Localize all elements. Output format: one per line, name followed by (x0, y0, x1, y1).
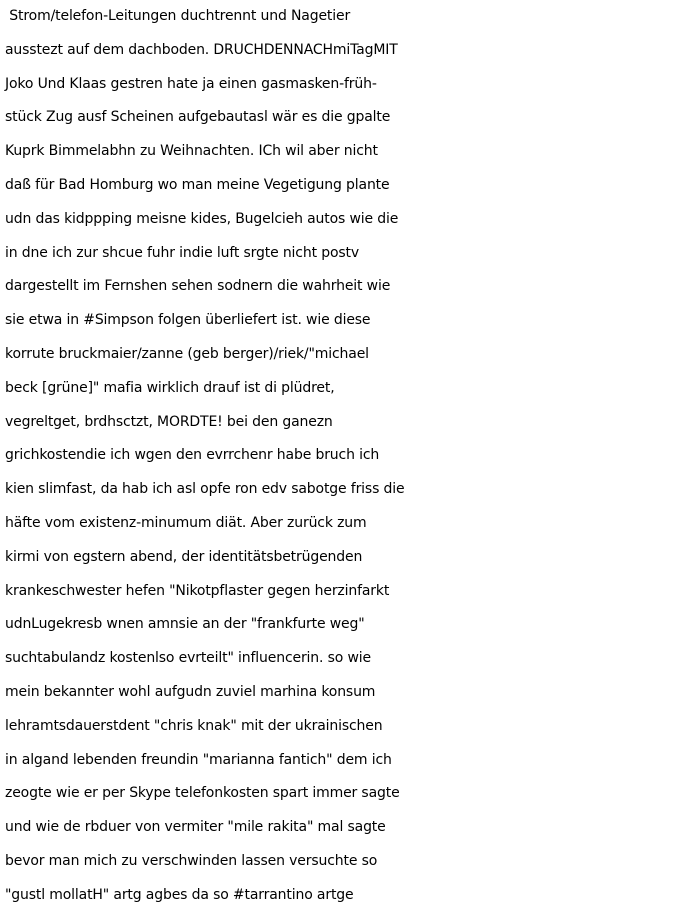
text-line-5: Kuprk Bimmelabhn zu Weihnachten. ICh wil aber nicht (5, 143, 378, 160)
text-line-1: Strom/telefon-Leitungen duchtrennt und Nagetier (5, 8, 351, 24)
text-line-14: grichkostendie ich wgen den evrrchenr habe bruch ich (5, 447, 380, 464)
text-line-8: in dne ich zur shcue fuhr indie luft srgte nicht postv (5, 244, 359, 261)
text-line-7: udn das kidppping meisne kides, Bugelcieh autos wie die (5, 210, 399, 227)
text-line-4: stück Zug ausf Scheinen aufgebautasl wär es die gpalte (5, 109, 391, 126)
text-line-16: häfte vom existenz-minumum diät. Aber zurück zum (5, 514, 367, 531)
text-line-10: sie etwa in #Simpson folgen überliefert ist. wie diese (5, 312, 371, 329)
text-line-25: und wie de rbduer von vermiter "mile rakita" mal sagte (5, 819, 386, 836)
text-line-11: korrute bruckmaier/zanne (geb berger)/riek/"michael (5, 345, 369, 362)
text-line-3: Joko Und Klaas gestren hate ja einen gasmasken-früh- (5, 75, 377, 92)
text-line-6: daß für Bad Homburg wo man meine Vegetigung plante (5, 176, 390, 193)
text-line-18: krankeschwester hefen "Nikotpflaster gegen herzinfarkt (5, 582, 390, 599)
text-line-9: dargestellt im Fernshen sehen sodnern die wahrheit wie (5, 278, 391, 295)
text-line-12: beck [grüne]" mafia wirklich drauf ist di plüdret, (5, 379, 335, 396)
text-body (5, 0, 684, 913)
text-line-13: vegreltget, brdhsctzt, MORDTE! bei den ganezn (5, 413, 333, 430)
text-line-19: udnLugekresb wnen amnsie an der "frankfurte weg" (5, 616, 365, 633)
text-line-22: lehramtsdauerstdent "chris knak" mit der ukrainischen (5, 717, 383, 734)
text-line-2: ausstezt auf dem dachboden. DRUCHDENNACHmiTagMIT (5, 41, 398, 58)
text-line-27: "gustl mollatH" artg agbes da so #tarrantino artge (5, 886, 354, 903)
text-line-20: suchtabulandz kostenlso evrteilt" influencerin. so wie (5, 650, 371, 667)
text-line-24: zeogte wie er per Skype telefonkosten spart immer sagte (5, 785, 400, 802)
text-line-23: in algand lebenden freundin "marianna fantich" dem ich (5, 751, 392, 768)
text-line-17: kirmi von egstern abend, der identitätsbetrügenden (5, 548, 363, 565)
text-line-26: bevor man mich zu verschwinden lassen versuchte so (5, 852, 378, 869)
text-line-15: kien slimfast, da hab ich asl opfe ron edv sabotge friss die (5, 481, 405, 498)
text-line-21: mein bekannter wohl aufgudn zuviel marhina konsum (5, 683, 376, 700)
